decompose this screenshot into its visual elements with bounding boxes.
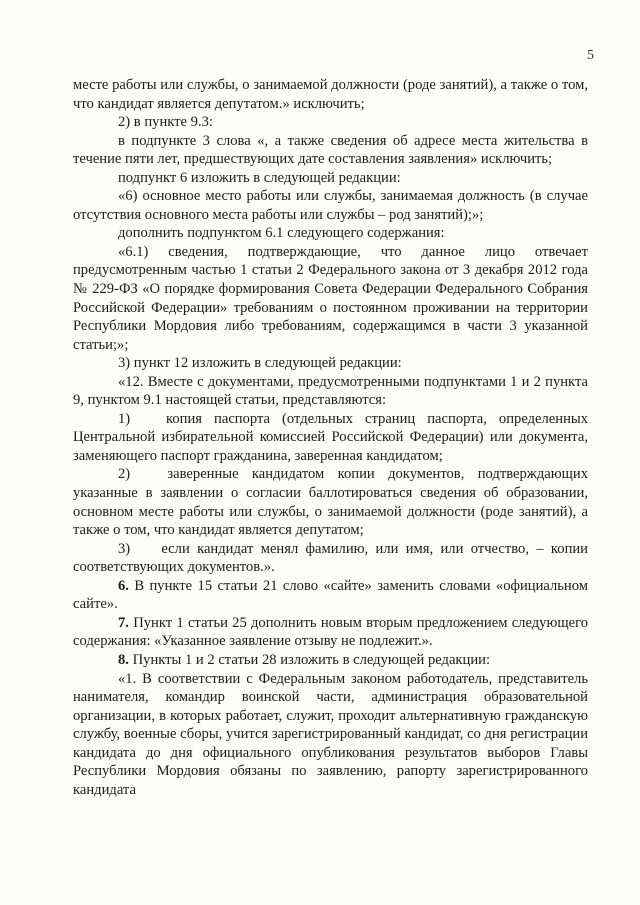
paragraph-item-3: 3) пункт 12 изложить в следующей редакции: [118, 355, 402, 372]
list-item-text: если кандидат менял фамилию, или имя, или отчество, – копии соответствующих документов.». [73, 540, 588, 576]
list-item-number: 3) [118, 540, 131, 557]
list-item-text: заверенные кандидатом копии документов, подтверждающих указанные в заявлении о согласии баллотироваться сведения об образовании, основном месте работы или службы, о занимаемой должности (роде занятий), а также о том, что кандидат является депутатом; [73, 466, 589, 539]
paragraph-continuation: месте работы или службы, о занимаемой должности (роде занятий), а также о том, что кандидат является депутатом.» исключить; [73, 77, 588, 112]
item-number-bold: 6. [118, 577, 129, 594]
item-number-bold: 8. [118, 651, 129, 668]
list-item-text: копия паспорта (отдельных страниц паспорта, определенных Центральной избирательной комиссией Российской Федерации) или документа, заменяющего паспорт гражданина, заверенная кандидатом; [73, 410, 588, 464]
paragraph-list-item-3 [73, 540, 588, 577]
page-number: 5 [587, 48, 594, 63]
item-text: В пункте 15 статьи 21 слово «сайте» заменить словами «официальном сайте». [73, 577, 588, 613]
document-body [73, 76, 588, 799]
paragraph-clause-1: «1. В соответствии с Федеральным законом работодатель, представитель нанимателя, командир воинской части, администрация образовательной организации, в которых работает, служит, проходит альтернативную гражданскую службу, военные сборы, учится зарегистрированный кандидат, со дня регистрации кандидата до дня официального опубликования результатов выборов Главы Республики Мордовия обязаны по заявлению, рапорту зарегистрированного кандидата [73, 670, 588, 798]
paragraph-subitem-3: в подпункте 3 слова «, а также сведения об адресе места жительства в течение пяти лет, предшествующих дате составления заявления» исключить; [73, 132, 588, 168]
item-text: Пункты 1 и 2 статьи 28 изложить в следующей редакции: [132, 651, 491, 668]
paragraph-item-6 [73, 577, 588, 614]
paragraph-subitem-6-intro: подпункт 6 изложить в следующей редакции: [118, 169, 401, 186]
item-text: Пункт 1 статьи 25 дополнить новым вторым предложением следующего содержания: «Указанное заявление отзыву не подлежит.». [73, 614, 589, 650]
list-item-number: 1) [118, 410, 131, 427]
paragraph-list-item-2 [73, 465, 588, 539]
paragraph-subitem-6-1-intro: дополнить подпунктом 6.1 следующего содержания: [118, 225, 445, 242]
paragraph-list-item-1 [73, 410, 588, 466]
paragraph-item-8 [73, 651, 588, 670]
list-item-number: 2) [118, 466, 131, 483]
paragraph-subitem-6-1-text: «6.1) сведения, подтверждающие, что данное лицо отвечает предусмотренным частью 1 статьи 2 Федерального закона от 3 декабря 2012 года № 229-ФЗ «О порядке формирования Совета Федерации Федерального Собрания Российской Федерации» требованиям о постоянном проживании на территории Республики Мордовия либо требованиям, содержащимся в части 3 указанной статьи;»; [73, 243, 588, 353]
paragraph-item-7 [73, 614, 588, 651]
paragraph-subitem-6-text: «6) основное место работы или службы, занимаемая должность (в случае отсутствия основного места работы или службы – род занятий);»; [73, 188, 588, 223]
paragraph-item-2: 2) в пункте 9.3: [118, 114, 213, 131]
item-number-bold: 7. [118, 614, 129, 631]
paragraph-item-12-intro: «12. Вместе с документами, предусмотренными подпунктами 1 и 2 пункта 9, пунктом 9.1 настоящей статьи, представляются: [73, 373, 588, 409]
